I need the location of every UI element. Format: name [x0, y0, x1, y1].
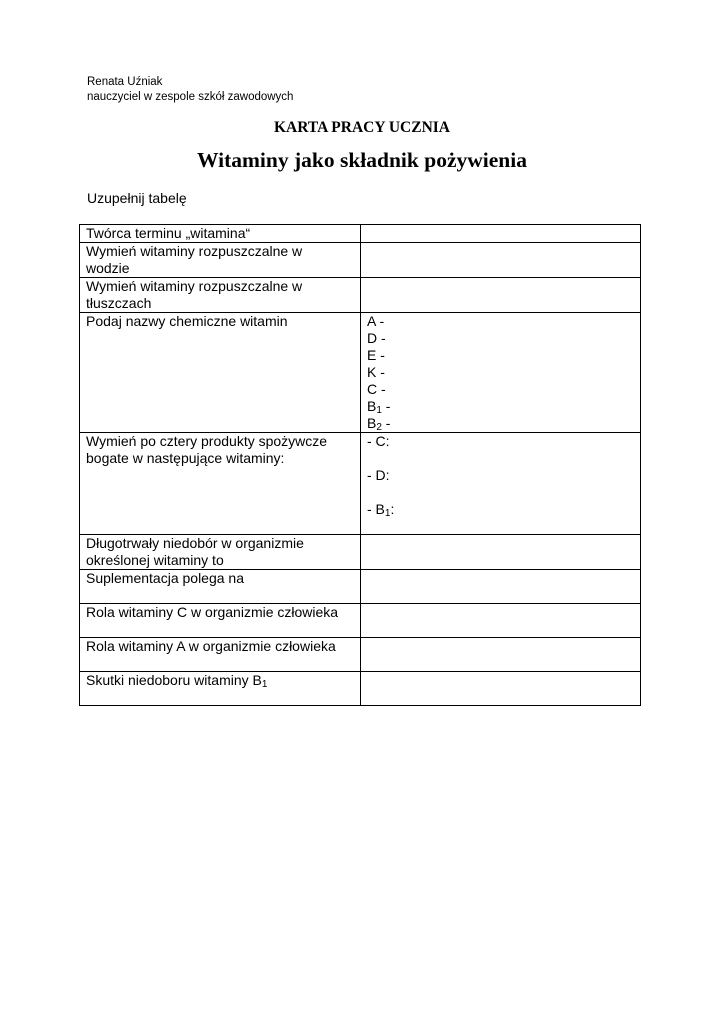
vitamin-worksheet-table — [79, 224, 641, 706]
vitamin-a-item: A - — [367, 313, 385, 329]
answer-cell[interactable] — [361, 278, 641, 313]
author-block — [87, 75, 293, 105]
products-c-item: - C: — [367, 433, 390, 449]
answer-cell[interactable] — [361, 672, 641, 706]
author-role: nauczyciel w zespole szkół zawodowych — [87, 91, 294, 103]
answer-cell-vitamin-names[interactable] — [361, 313, 641, 433]
table-row — [80, 278, 641, 313]
vitamin-c-item: C - — [367, 381, 386, 397]
worksheet-subtitle: Witaminy jako składnik pożywienia — [197, 148, 527, 172]
instruction-text: Uzupełnij tabelę — [87, 190, 187, 206]
products-d-item: - D: — [367, 467, 390, 483]
answer-cell[interactable] — [361, 570, 641, 604]
vitamin-b2-item: $B_2$ - — [367, 415, 391, 433]
row-label: Długotrwały niedobór w organizmie określonej witaminy to — [80, 535, 361, 570]
table-row — [80, 604, 641, 638]
table-row — [80, 570, 641, 604]
row-label: Skutki niedoboru witaminy $B_1$ — [80, 672, 361, 706]
row-label: Twórca terminu „witamina“ — [80, 225, 361, 243]
table-row — [80, 535, 641, 570]
answer-cell[interactable] — [361, 243, 641, 278]
row-label: Suplementacja polega na — [80, 570, 361, 604]
table-row — [80, 313, 641, 433]
vitamin-e-item: E - — [367, 347, 385, 363]
answer-cell-products[interactable] — [361, 433, 641, 535]
row-label: Rola witaminy A w organizmie człowieka — [80, 638, 361, 672]
vitamin-b1-item: $B_1$ - — [367, 398, 391, 416]
answer-cell[interactable] — [361, 604, 641, 638]
worksheet-title: KARTA PRACY UCZNIA — [274, 119, 450, 136]
answer-cell[interactable] — [361, 225, 641, 243]
products-b1-item: - $B_1$: — [367, 501, 395, 519]
row-label: Wymień witaminy rozpuszczalne w tłuszczach — [80, 278, 361, 313]
row-label: Wymień witaminy rozpuszczalne w wodzie — [80, 243, 361, 278]
author-name: Renata Uźniak — [87, 76, 163, 88]
row-label: Podaj nazwy chemiczne witamin — [80, 313, 361, 433]
row-label: Rola witaminy C w organizmie człowieka — [80, 604, 361, 638]
table-row — [80, 638, 641, 672]
answer-cell[interactable] — [361, 638, 641, 672]
answer-cell[interactable] — [361, 535, 641, 570]
table-row — [80, 433, 641, 535]
table-row — [80, 225, 641, 243]
table-row — [80, 243, 641, 278]
table-row — [80, 672, 641, 706]
vitamin-d-item: D - — [367, 330, 386, 346]
vitamin-k-item: K - — [367, 364, 385, 380]
row-label: Wymień po cztery produkty spożywcze bogate w następujące witaminy: — [80, 433, 361, 535]
